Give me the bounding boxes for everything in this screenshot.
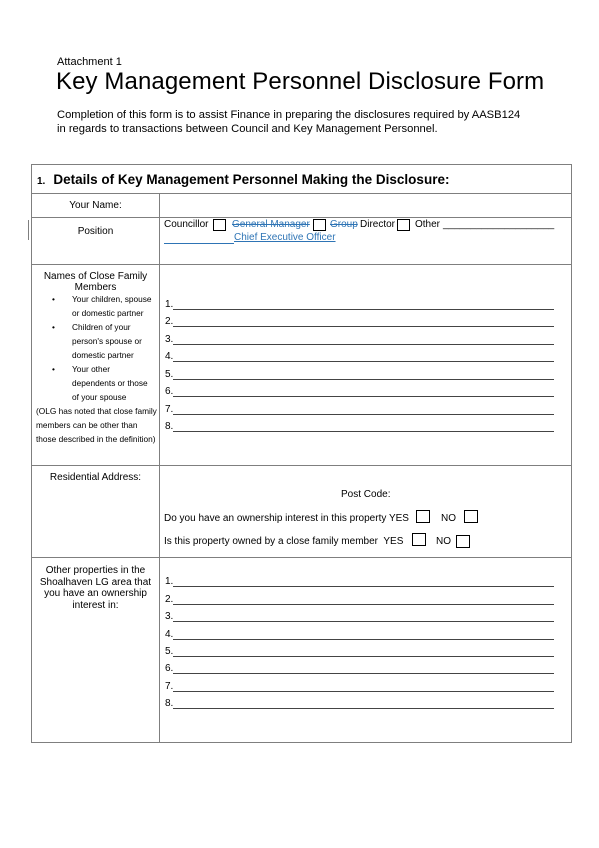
line-number: 7. <box>165 681 174 692</box>
your-name-field[interactable] <box>162 195 570 215</box>
other-property-field[interactable] <box>165 681 554 694</box>
row-divider <box>31 193 572 194</box>
family-member-field[interactable] <box>165 299 554 312</box>
position-label: Position <box>77 226 114 237</box>
ownership-question-text: Do you have an ownership interest in this property <box>164 513 387 524</box>
family-label-line-1: Names of Close Family <box>43 271 148 282</box>
family-note <box>36 404 159 446</box>
row-divider <box>31 217 572 218</box>
opt-director-label: Director <box>360 219 396 230</box>
post-code-label: Post Code: <box>341 489 391 500</box>
line-number: 1. <box>165 299 174 310</box>
line-number: 6. <box>165 386 174 397</box>
bullet-line: Your children, spouse <box>72 294 152 304</box>
page-title: Key Management Personnel Disclosure Form <box>56 68 545 95</box>
family-definition-list <box>52 292 157 404</box>
other-property-field[interactable] <box>165 576 554 589</box>
family-member-field[interactable] <box>165 369 554 382</box>
other-property-field[interactable] <box>165 594 554 607</box>
family-owned-no-checkbox[interactable] <box>456 535 470 548</box>
family-bullet-1 <box>52 292 157 320</box>
other-property-field[interactable] <box>165 611 554 624</box>
ownership-no-checkbox[interactable] <box>464 510 478 523</box>
family-member-field[interactable] <box>165 316 554 329</box>
family-bullet-2 <box>52 320 157 362</box>
family-owned-yes-label: YES <box>383 536 404 547</box>
your-name-label: Your Name: <box>69 200 122 211</box>
section-number: 1. <box>37 176 46 187</box>
ownership-yes-checkbox[interactable] <box>416 510 430 523</box>
bullet-line: dependents or those <box>72 378 148 388</box>
label-line: Shoalhaven LG area that <box>39 576 152 588</box>
section-title-text: Details of Key Management Personnel Making the Disclosure: <box>53 172 450 187</box>
line-number: 6. <box>165 663 174 674</box>
opt-group-label: Group <box>330 219 358 230</box>
row-divider <box>31 465 572 466</box>
line-number: 2. <box>165 594 174 605</box>
inserted-position-text: Chief Executive Officer <box>234 232 336 243</box>
label-line: Other properties in the <box>45 565 146 576</box>
line-number: 8. <box>165 698 174 709</box>
line-number: 7. <box>165 404 174 415</box>
line-number: 5. <box>165 369 174 380</box>
family-member-field[interactable] <box>165 404 554 417</box>
other-properties-label <box>32 565 159 611</box>
attachment-label: Attachment 1 <box>57 56 122 68</box>
director-checkbox[interactable] <box>397 219 410 231</box>
councillor-checkbox[interactable] <box>213 219 226 231</box>
line-number: 5. <box>165 646 174 657</box>
family-owned-yes-checkbox[interactable] <box>412 533 426 546</box>
note-line: those described in the definition) <box>36 434 156 444</box>
family-member-field[interactable] <box>165 351 554 364</box>
family-owned-no-label: NO <box>436 536 451 547</box>
line-number: 8. <box>165 421 174 432</box>
intro-paragraph <box>57 108 567 136</box>
row-divider <box>31 264 572 265</box>
family-member-field[interactable] <box>165 421 554 434</box>
bullet-marker: • <box>52 294 55 304</box>
note-line: members can be other than <box>36 420 138 430</box>
residential-address-field[interactable] <box>162 468 570 488</box>
opt-councillor-label: Councillor <box>164 219 209 230</box>
insertion-line <box>164 243 234 244</box>
intro-line-2: in regards to transactions between Council and Key Management Personnel. <box>57 123 438 135</box>
ownership-yes-label: YES <box>388 513 409 524</box>
line-number: 3. <box>165 611 174 622</box>
bullet-line: Children of your <box>72 322 131 332</box>
revision-marker <box>28 220 29 240</box>
ownership-no-label: NO <box>441 513 456 524</box>
label-line: you have an ownership <box>44 588 147 599</box>
family-owned-question-text: Is this property owned by a close family member <box>164 536 378 547</box>
opt-other-label: Other <box>415 219 441 230</box>
other-property-field[interactable] <box>165 629 554 642</box>
family-member-field[interactable] <box>165 334 554 347</box>
line-number: 1. <box>165 576 174 587</box>
line-number: 4. <box>165 629 174 640</box>
intro-line-1: Completion of this form is to assist Finance in preparing the disclosures required by AASB124 <box>57 109 521 121</box>
bullet-line: person's spouse or <box>72 336 142 346</box>
other-property-field[interactable] <box>165 663 554 676</box>
residential-address-label: Residential Address: <box>49 472 142 483</box>
column-divider <box>159 193 160 743</box>
line-number: 3. <box>165 334 174 345</box>
bullet-line: of your spouse <box>72 392 127 402</box>
note-line: (OLG has noted that close family <box>36 406 157 416</box>
bullet-marker: • <box>52 364 55 374</box>
ownership-question <box>164 513 409 524</box>
family-member-field[interactable] <box>165 386 554 399</box>
bullet-line: or domestic partner <box>72 308 144 318</box>
bullet-marker: • <box>52 322 55 332</box>
family-label-line-2: Members <box>74 282 117 293</box>
other-blank-field[interactable]: ____________________ <box>443 219 555 230</box>
line-number: 4. <box>165 351 174 362</box>
family-bullet-3 <box>52 362 157 404</box>
family-label <box>32 271 159 293</box>
section-title <box>37 172 449 187</box>
line-number: 2. <box>165 316 174 327</box>
bullet-line: Your other <box>72 364 110 374</box>
row-divider <box>31 557 572 558</box>
other-property-field[interactable] <box>165 646 554 659</box>
family-owned-question <box>164 536 403 547</box>
bullet-line: domestic partner <box>72 350 134 360</box>
label-line: interest in: <box>72 599 119 611</box>
general-manager-checkbox[interactable] <box>313 219 326 231</box>
opt-general-manager-label: General Manager <box>232 219 310 230</box>
other-property-field[interactable] <box>165 698 554 711</box>
